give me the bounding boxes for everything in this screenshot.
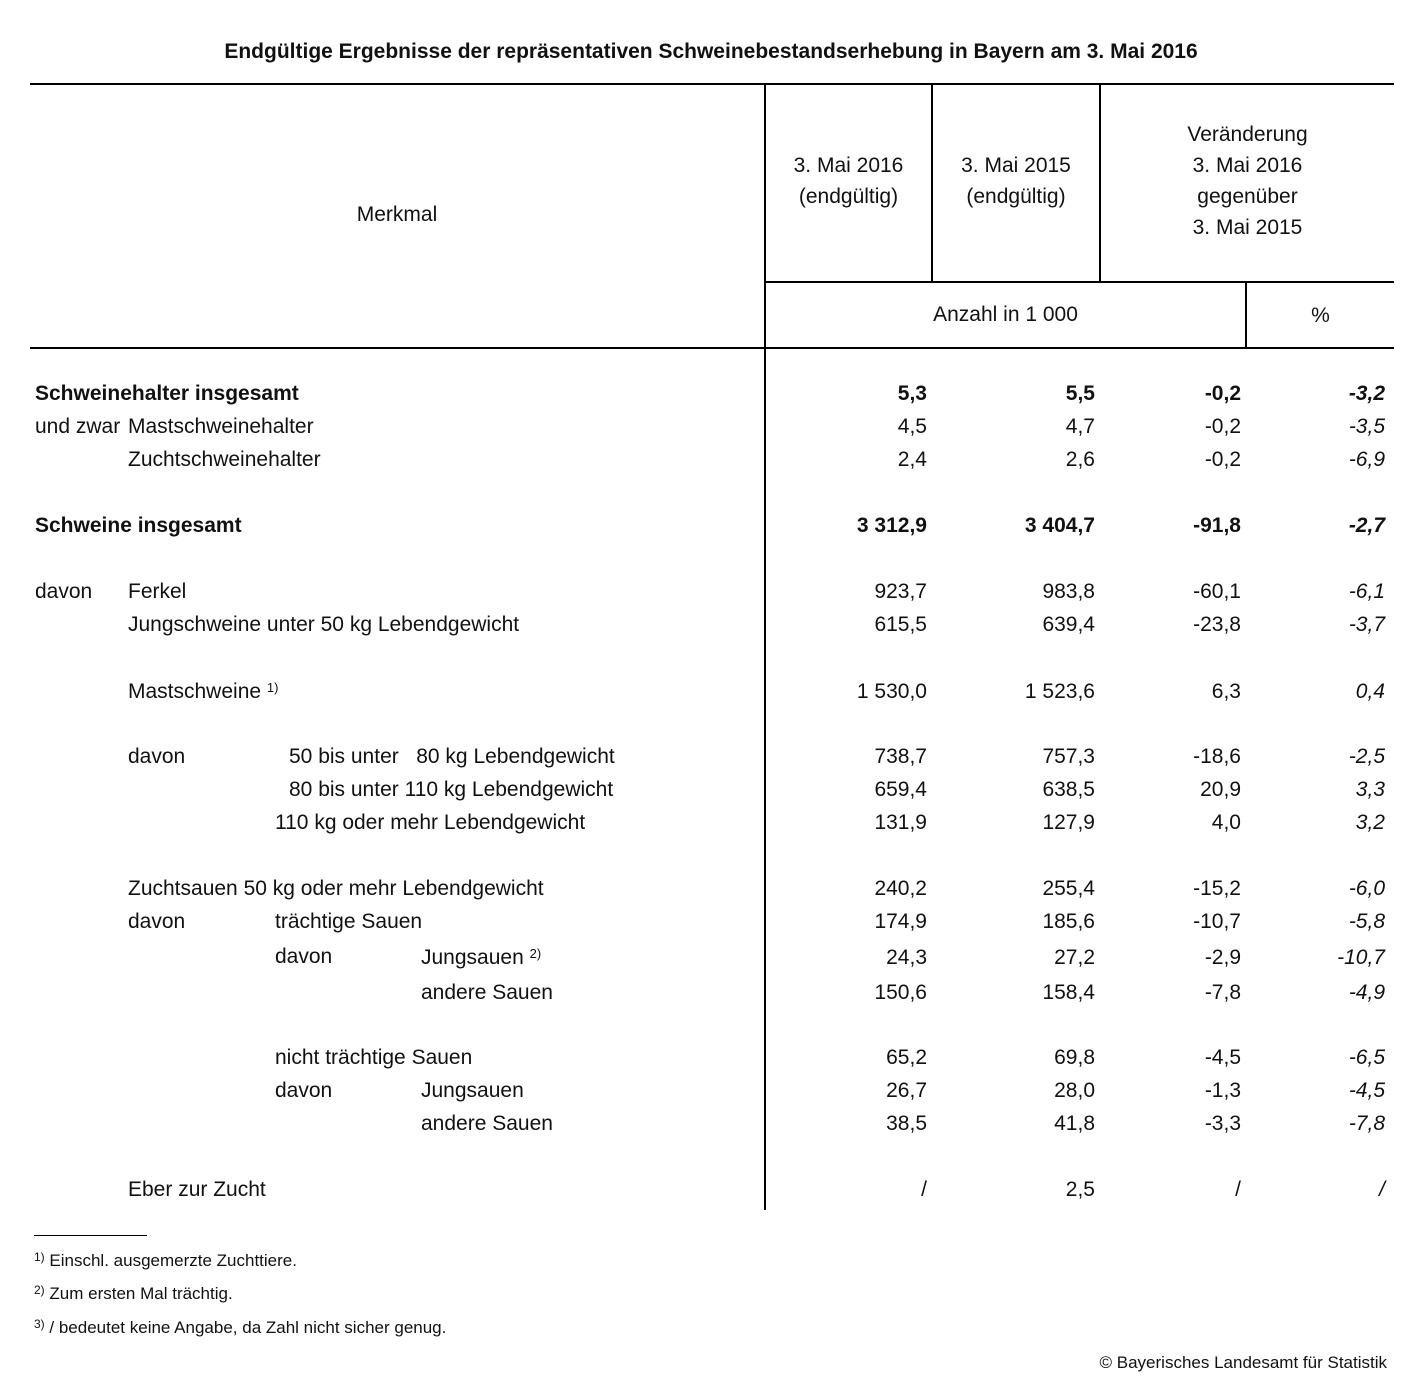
table-row	[0, 680, 1407, 714]
value-change-pct: -6,0	[1348, 877, 1385, 900]
page-title: Endgültige Ergebnisse der repräsentativen Schweinebestandserhebung in Bayern am 3. Mai 2016	[224, 40, 1198, 63]
value-change-pct: -6,1	[1348, 580, 1385, 603]
header-unit-count: Anzahl in 1 000	[933, 303, 1078, 326]
row-label: Jungsauen	[421, 1079, 524, 1102]
value-2016: 38,5	[886, 1112, 927, 1135]
value-change-pct: -2,5	[1348, 745, 1385, 768]
value-2016: 26,7	[886, 1079, 927, 1102]
value-2015: 255,4	[1042, 877, 1095, 900]
value-2016: 3 312,9	[856, 514, 927, 537]
table-row	[0, 1079, 1407, 1113]
value-2015: 27,2	[1054, 946, 1095, 969]
footnote-ref: 1)	[266, 680, 279, 695]
value-2016: 24,3	[886, 946, 927, 969]
value-change-pct: 0,4	[1355, 680, 1385, 703]
row-label: nicht trächtige Sauen	[275, 1046, 473, 1069]
value-change-pct: -2,7	[1348, 514, 1385, 537]
row-prefix: davon	[35, 580, 93, 603]
value-2016: /	[921, 1178, 927, 1201]
row-label: 110 kg oder mehr Lebendgewicht	[275, 811, 586, 834]
row-prefix: davon	[275, 1079, 333, 1102]
value-change-pct: -3,2	[1348, 382, 1385, 405]
table-row	[0, 946, 1407, 980]
footnote-2	[34, 1284, 233, 1304]
value-change-abs: -15,2	[1193, 877, 1241, 900]
value-2016: 738,7	[874, 745, 927, 768]
value-2015: 983,8	[1042, 580, 1095, 603]
value-2016: 131,9	[874, 811, 927, 834]
table-row	[0, 514, 1407, 548]
value-change-abs: -1,3	[1204, 1079, 1241, 1102]
value-2015: 185,6	[1042, 910, 1095, 933]
value-change-abs: -10,7	[1193, 910, 1241, 933]
table-row	[0, 415, 1407, 449]
value-change-abs: 20,9	[1200, 778, 1241, 801]
table-row	[0, 877, 1407, 911]
value-2015: 4,7	[1065, 415, 1095, 438]
header-col-2015-line-1: 3. Mai 2015	[961, 154, 1071, 177]
table-row	[0, 910, 1407, 944]
value-2016: 65,2	[886, 1046, 927, 1069]
value-2016: 174,9	[874, 910, 927, 933]
table-row	[0, 1046, 1407, 1080]
table-row	[0, 613, 1407, 647]
value-2015: 638,5	[1042, 778, 1095, 801]
table-row	[0, 382, 1407, 416]
row-prefix: davon	[128, 745, 186, 768]
value-change-abs: -2,9	[1204, 946, 1241, 969]
value-2015: 2,6	[1065, 448, 1095, 471]
row-label: Jungschweine unter 50 kg Lebendgewicht	[128, 613, 520, 636]
stub-divider	[764, 84, 766, 1210]
value-change-abs: -7,8	[1204, 981, 1241, 1004]
footnote-ref: 2)	[529, 946, 542, 961]
value-change-abs: 6,3	[1211, 680, 1241, 703]
value-2015: 2,5	[1065, 1178, 1095, 1201]
value-2015: 127,9	[1042, 811, 1095, 834]
value-change-pct: -6,5	[1348, 1046, 1385, 1069]
value-change-pct: -5,8	[1348, 910, 1385, 933]
row-label: Schweine insgesamt	[35, 514, 242, 537]
value-2015: 28,0	[1054, 1079, 1095, 1102]
value-2016: 659,4	[874, 778, 927, 801]
value-change-pct: -3,7	[1348, 613, 1385, 636]
footnote-1-text: Einschl. ausgemerzte Zuchttiere.	[49, 1251, 297, 1270]
header-col-change	[1101, 119, 1394, 243]
value-2015: 158,4	[1042, 981, 1095, 1004]
table-row	[0, 811, 1407, 845]
table-row	[0, 448, 1407, 482]
value-change-abs: /	[1235, 1178, 1241, 1201]
row-prefix: davon	[128, 910, 186, 933]
header-change-line-2: 3. Mai 2016	[1192, 154, 1303, 177]
header-col-2016	[766, 150, 931, 212]
header-unit-percent: %	[1311, 304, 1330, 327]
row-label: Zuchtschweinehalter	[128, 448, 321, 471]
value-2015: 5,5	[1065, 382, 1095, 405]
table-row	[0, 1178, 1407, 1212]
value-change-pct: -4,9	[1348, 981, 1385, 1004]
row-label	[421, 946, 541, 970]
row-label: trächtige Sauen	[275, 910, 423, 933]
row-label: Schweinehalter insgesamt	[35, 382, 299, 405]
value-change-pct: -7,8	[1348, 1112, 1385, 1135]
value-2016: 2,4	[897, 448, 927, 471]
table-row	[0, 981, 1407, 1015]
row-label-text: Jungsauen	[421, 946, 524, 969]
table-row	[0, 1112, 1407, 1146]
row-label: 50 bis unter 80 kg Lebendgewicht	[289, 745, 615, 768]
header-col-2015	[933, 150, 1099, 212]
footnote-2-mark: 2)	[34, 1283, 45, 1297]
header-col-2016-line-2: (endgültig)	[798, 185, 899, 208]
row-prefix: davon	[275, 945, 333, 968]
header-change-line-3: gegenüber	[1197, 185, 1298, 208]
value-change-pct: /	[1379, 1178, 1385, 1201]
row-label: Eber zur Zucht	[128, 1178, 266, 1201]
value-2015: 1 523,6	[1024, 680, 1095, 703]
value-change-abs: -0,2	[1204, 448, 1241, 471]
value-2016: 615,5	[874, 613, 927, 636]
header-col-2016-line-1: 3. Mai 2016	[793, 154, 904, 177]
value-2016: 923,7	[874, 580, 927, 603]
value-2016: 150,6	[874, 981, 927, 1004]
value-2015: 639,4	[1042, 613, 1095, 636]
value-2016: 1 530,0	[856, 680, 927, 703]
value-change-pct: -3,5	[1348, 415, 1385, 438]
value-change-pct: -10,7	[1337, 946, 1385, 969]
value-2016: 4,5	[897, 415, 927, 438]
footnote-3-mark: 3)	[34, 1317, 45, 1331]
value-change-pct: -4,5	[1348, 1079, 1385, 1102]
footnote-1	[34, 1251, 297, 1271]
unit-row-rule	[765, 281, 1394, 283]
value-2016: 240,2	[874, 877, 927, 900]
table-row	[0, 745, 1407, 779]
row-label: 80 bis unter 110 kg Lebendgewicht	[289, 778, 614, 801]
row-label: Zuchtsauen 50 kg oder mehr Lebendgewicht	[128, 877, 544, 900]
value-change-abs: -60,1	[1193, 580, 1241, 603]
row-label: Ferkel	[128, 580, 187, 603]
value-change-abs: -91,8	[1193, 514, 1241, 537]
footnote-1-mark: 1)	[34, 1250, 45, 1264]
value-change-pct: 3,3	[1355, 778, 1385, 801]
value-2015: 3 404,7	[1024, 514, 1095, 537]
table-row	[0, 580, 1407, 614]
value-change-abs: 4,0	[1211, 811, 1241, 834]
row-label: andere Sauen	[421, 981, 553, 1004]
footnote-3-text: / bedeutet keine Angabe, da Zahl nicht sicher genug.	[49, 1318, 447, 1337]
value-2015: 69,8	[1054, 1046, 1095, 1069]
value-2015: 757,3	[1042, 745, 1095, 768]
row-label: andere Sauen	[421, 1112, 553, 1135]
row-label: Mastschweinehalter	[128, 415, 314, 438]
value-2015: 41,8	[1054, 1112, 1095, 1135]
row-label	[128, 680, 278, 704]
footnote-2-text: Zum ersten Mal trächtig.	[49, 1284, 233, 1303]
table-top-rule	[30, 83, 1394, 85]
value-change-pct: 3,2	[1355, 811, 1385, 834]
copyright: © Bayerisches Landesamt für Statistik	[1099, 1353, 1387, 1372]
value-change-pct: -6,9	[1348, 448, 1385, 471]
header-col-2015-line-2: (endgültig)	[966, 185, 1066, 208]
value-change-abs: -3,3	[1204, 1112, 1241, 1135]
value-2016: 5,3	[897, 382, 927, 405]
value-change-abs: -4,5	[1204, 1046, 1241, 1069]
header-merkmal: Merkmal	[356, 203, 438, 226]
value-change-abs: -23,8	[1193, 613, 1241, 636]
footnote-3	[34, 1318, 446, 1338]
value-change-abs: -18,6	[1193, 745, 1241, 768]
row-prefix: und zwar	[35, 415, 121, 438]
header-change-line-1: Veränderung	[1187, 123, 1308, 146]
row-label-text: Mastschweine	[128, 680, 262, 703]
footnote-separator	[34, 1235, 147, 1236]
value-change-abs: -0,2	[1204, 382, 1241, 405]
table-row	[0, 778, 1407, 812]
header-change-line-4: 3. Mai 2015	[1192, 216, 1303, 239]
header-bottom-rule	[30, 347, 1394, 349]
value-change-abs: -0,2	[1204, 415, 1241, 438]
